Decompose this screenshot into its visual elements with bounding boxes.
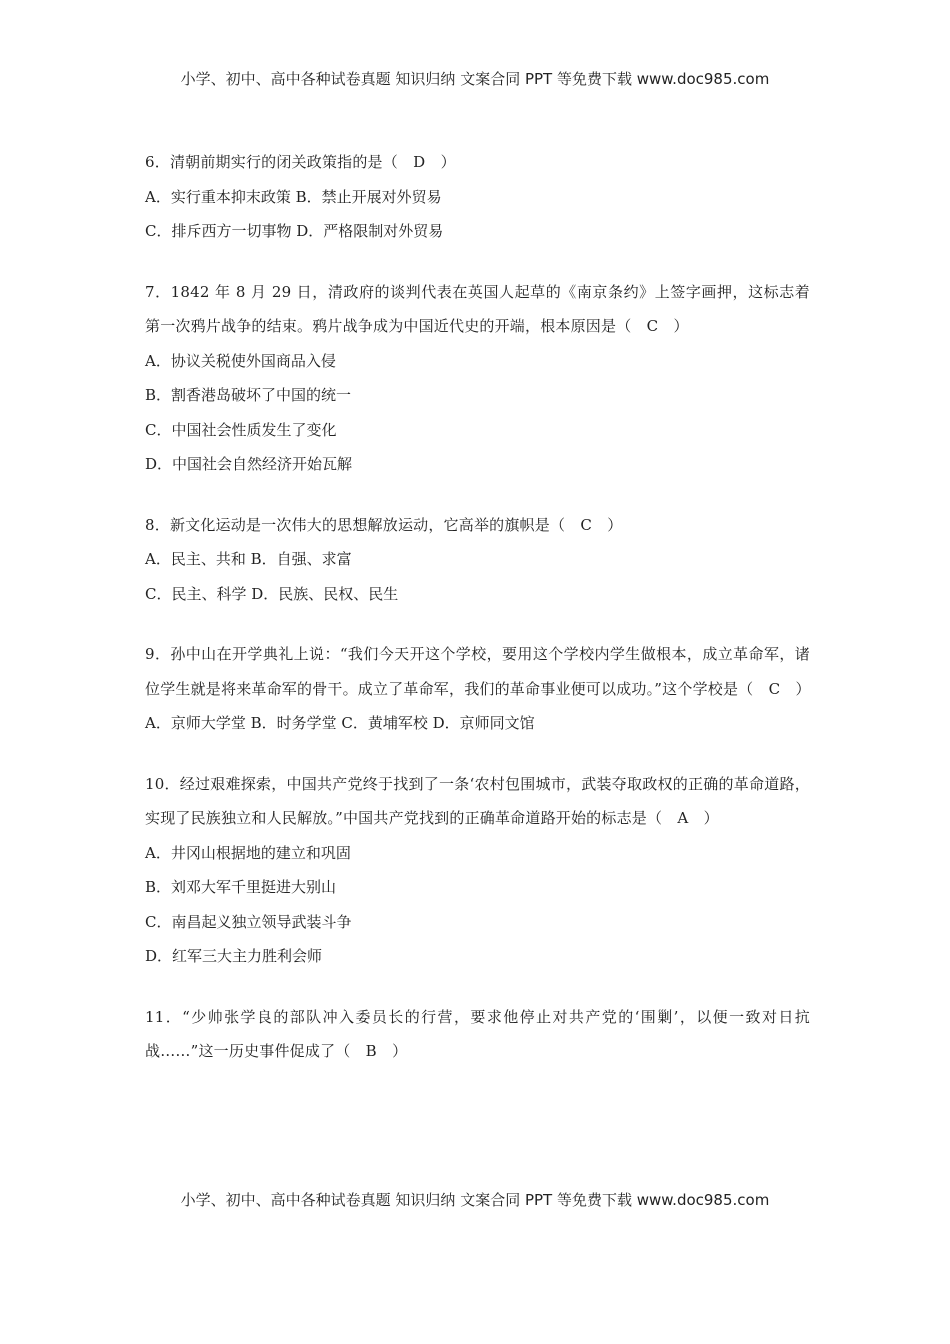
question-9 bbox=[145, 637, 810, 741]
option-line: C．民主、科学 D．民族、民权、民生 bbox=[145, 584, 399, 603]
question-6 bbox=[145, 145, 810, 249]
page-footer: 小学、初中、高中各种试卷真题 知识归纳 文案合同 PPT 等免费下载 www.doc985.com bbox=[180, 1191, 770, 1209]
option-c: C．中国社会性质发生了变化 bbox=[145, 420, 337, 439]
page-header: 小学、初中、高中各种试卷真题 知识归纳 文案合同 PPT 等免费下载 www.doc985.com bbox=[180, 70, 770, 88]
option-d: D．中国社会自然经济开始瓦解 bbox=[145, 455, 353, 473]
option-line: A．京师大学堂 B．时务学堂 C．黄埔军校 D．京师同文馆 bbox=[145, 714, 535, 732]
question-list bbox=[145, 145, 810, 1095]
option-b: B．割香港岛破坏了中国的统一 bbox=[145, 386, 352, 404]
option-line: A．实行重本抑末政策 B．禁止开展对外贸易 bbox=[145, 187, 442, 206]
option-d: D．红军三大主力胜利会师 bbox=[145, 947, 323, 965]
option-line: C．排斥西方一切事物 D．严格限制对外贸易 bbox=[145, 222, 444, 240]
option-a: A．井冈山根据地的建立和巩固 bbox=[145, 843, 351, 862]
option-b: B．刘邓大军千里挺进大别山 bbox=[145, 878, 337, 896]
question-stem: 10．经过艰难探索，中国共产党终于找到了一条‘农村包围城市，武装夺取政权的正确的革命道路，实现了民族独立和人民解放。”中国共产党找到的正确革命道路开始的标志是（ A ） bbox=[145, 774, 810, 827]
question-11 bbox=[145, 1000, 810, 1069]
question-stem: 7．1842 年 8 月 29 日，清政府的谈判代表在英国人起草的《南京条约》上签字画押，这标志着第一次鸦片战争的结束。鸦片战争成为中国近代史的开端，根本原因是（ C ） bbox=[145, 282, 810, 335]
option-c: C．南昌起义独立领导武装斗争 bbox=[145, 912, 352, 931]
option-a: A．协议关税使外国商品入侵 bbox=[145, 351, 336, 370]
question-stem: 9．孙中山在开学典礼上说：“我们今天开这个学校，要用这个学校内学生做根本，成立革命军，诸位学生就是将来革命军的骨干。成立了革命军，我们的革命事业便可以成功。”这个学校是（ C ） bbox=[145, 645, 811, 698]
question-8 bbox=[145, 508, 810, 612]
option-line: A．民主、共和 B．自强、求富 bbox=[145, 550, 352, 568]
question-stem: 8．新文化运动是一次伟大的思想解放运动，它高举的旗帜是（ C ） bbox=[145, 515, 623, 534]
question-10 bbox=[145, 767, 810, 974]
question-7 bbox=[145, 275, 810, 482]
question-stem: 11．“少帅张学良的部队冲入委员长的行营，要求他停止对共产党的‘围剿’，以便一致对日抗战……”这一历史事件促成了（ B ） bbox=[145, 1007, 810, 1060]
question-stem: 6．清朝前期实行的闭关政策指的是（ D ） bbox=[145, 153, 456, 171]
